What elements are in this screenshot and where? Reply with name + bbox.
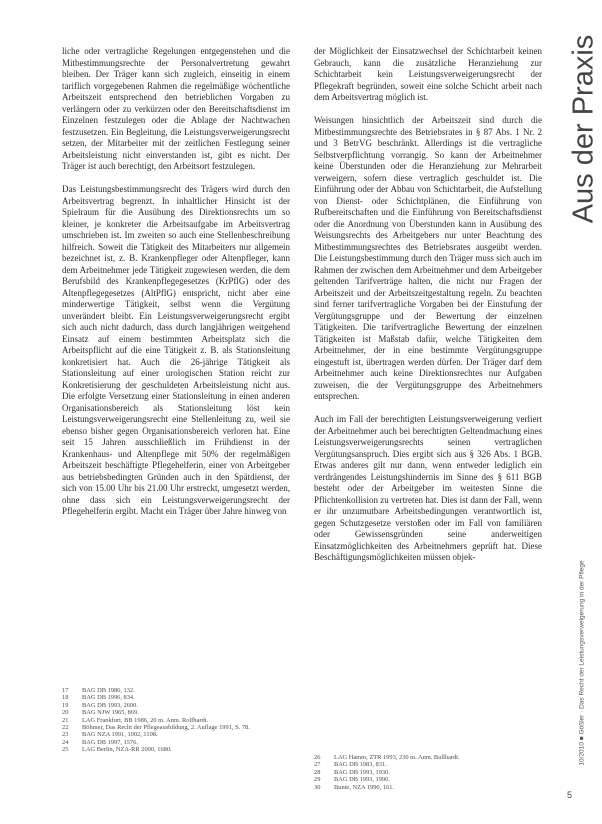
footnote-text: BAG DB 1993, 2600. [82, 701, 138, 709]
footnote-text: BAG DB 1993, 1990. [334, 776, 390, 784]
journal-meta [574, 540, 590, 785]
footnote-number: 19 [62, 701, 69, 709]
footnote-text: Böhmer, Das Recht der Pflegeausbildung, 2. Auflage 1991, S. 78. [82, 724, 250, 732]
footnote-number: 18 [62, 694, 69, 702]
paragraph: Das Leistungsbestimmungsrecht des Trägers wird durch den Arbeitsvertrag begrenzt. In inhaltlicher Hinsicht ist der Spielraum für die Ausübung des Direktionsrechts um so kleiner, je konkreter die Arbeitsaufgabe im Arbeitsvertrag umschrieben ist. Im zweiten so auch eine Stellenbeschreibung hilfreich. Soweit die Tätigkeit des Mitarbeiters nur allgemein bezeichnet ist, z. B. Krankenpfleger oder Altenpfleger, kann dem Arbeitnehmer jede Tätigkeit zugewiesen werden, die dem Berufsbild des Krankenpflegegesetzes (KrPflG) oder des Altenpflegegesetzes (AltPflG) entspricht, nicht aber eine minderwertige Tätigkeit, selbst wenn die Vergütung unverändert bleibt. Ein Leistungsverweigerungsrecht ergibt sich auch nicht dadurch, dass durch langjährigen weitgehend Einsatz auf einem bestimmten Arbeitsplatz sich die Arbeitspflicht auf die eine Tätigkeit z. B. als Stationsleitung konkretisiert hat. Auch die 26-jährige Tätigkeit als Stationsleitung auf einer urologischen Station reicht zur Konkretisierung der geschuldeten Arbeitsleistung nicht aus. Die erfolgte Versetzung einer Stationsleitung in einen anderen Organisationsbereich als Stationsleitung löst kein Leistungsverweigerungsrecht eine Stellenleitung zu, weil sie ebenso bisher gegen Organisationsbereich verloren hat. Eine seit 15 Jahren ausschließlich im Frühdienst in der Krankenhaus- und Altenpflege mit 50% der regelmäßigen Arbeitszeit beschäftigte Pflegehelferin, einer von Arbeitgeber aus betriebsbedingten Gründen auch in den Spätdienst, der sich von 15.00 Uhr bis 21.00 Uhr erstreckt, umgesetzt werden, ohne dass sich ein Leistungsverweigerungsrecht der Pflegehelferin ergibt. Macht ein Träger über Jahre hinweg von [62, 184, 290, 516]
page-number: 5 [567, 790, 573, 800]
footnotes-right [314, 754, 546, 791]
footnote-number: 26 [314, 754, 321, 761]
footnote [62, 694, 294, 701]
footnote [62, 739, 294, 746]
footnote [62, 709, 294, 716]
footnote [314, 776, 546, 783]
paragraph: Weisungen hinsichtlich der Arbeitszeit sind durch die Mitbestimmungsrechte des Betriebsrates in § 87 Abs. 1 Nr. 2 und 3 BetrVG beschränkt. Allerdings ist die vertragliche Selbstverpflichtung vorrangig. So kann der Arbeitnehmer keine Überstunden oder die Heranziehung zur Mehrarbeit verweigern, sofern diese vertraglich geschuldet ist. Die Einführung oder der Abbau von Schichtarbeit, die Aufstellung von Dienst- oder Schichtplänen, die Einführung von Rufbereitschaften und die Einführung von Bereitschaftsdienst oder die Anordnung von Überstunden kann in Ausübung des Weisungsrechts des Arbeitgebers nur unter Beachtung des Mitbestimmungsrechtes des Betriebsrates ausgeübt werden. Die Leistungsbestimmung durch den Träger muss sich auch im Rahmen der zwischen dem Arbeitnehmer und dem Arbeitgeber geltenden Tarifverträge halten, die nicht nur Fragen der Arbeitszeit und der Arbeitszeitgestaltung regeln. Zu beachten sind ferner tarifvertragliche Vorgaben bei der Einstufung der Vergütungsgruppe und der Bewertung der einzelnen Tätigkeiten. Die tarifvertragliche Bewertung der einzelnen Tätigkeiten ist Maßstab dafür, welche Tätigkeiten dem Arbeitnehmer, der in eine bestimmte Vergütungsgruppe eingestuft ist, übertragen werden dürfen. Der Träger darf dem Arbeitnehmer auch keine Direktionsrechtes nur Aufgaben zuweisen, die der Vergütungsgruppe des Arbeitnehmers entsprechen. [314, 115, 542, 401]
footnote [62, 717, 294, 724]
footnote-text: BAG DB 1996, 834. [82, 694, 135, 702]
footnote-number: 29 [314, 776, 321, 784]
footnote [314, 761, 546, 768]
footnote-text: LAG Hamm, ZTR 1993, 230 m. Anm. Bullhardt. [334, 754, 460, 761]
footnote-text: BAG DB 1993, 1930. [334, 768, 390, 776]
footnote-text: BAG DB 1983, 831. [334, 761, 387, 769]
journal-meta-text: 10/2010 ■ Gößler · Das Recht der Leistungsverweigerung in der Pflege [578, 559, 586, 766]
section-title-text: Aus der Praxis [567, 34, 600, 224]
footnote-number: 27 [314, 761, 321, 769]
footnote [62, 702, 294, 709]
footnote-text: Bunte, NZA 1990, 161. [334, 783, 394, 791]
footnote [314, 769, 546, 776]
footnote-number: 22 [62, 724, 69, 732]
footnote-number: 24 [62, 738, 69, 746]
footnote [314, 784, 546, 791]
footnote-text: BAG DB 1986, 132. [82, 687, 135, 694]
footnote-number: 25 [62, 746, 69, 754]
footnote [314, 754, 546, 761]
footnote [62, 731, 294, 738]
footnote-number: 30 [314, 783, 321, 791]
footnote-text: BAG DB 1997, 1576. [82, 738, 138, 746]
paragraph: der Möglichkeit der Einsatzwechsel der Schichtarbeit keinen Gebrauch, kann die zusätzliche Heranziehung zur Schichtarbeit kein Leistungsverweigerungsrecht der Pflegekraft begründen, soweit eine solche Schicht arbeit nach dem Arbeitsvertrag möglich ist. [314, 46, 542, 102]
footnotes-left [62, 687, 294, 754]
footnote [62, 724, 294, 731]
footnote-number: 21 [62, 716, 69, 724]
paragraph: Auch im Fall der berechtigten Leistungsverweigerung verliert der Arbeitnehmer auch bei berechtigten Geltendmachung eines Leistungsverweigerungsrechts seinen vertraglichen Vergütungsanspruch. Dies ergibt sich aus § 326 Abs. 1 BGB. Etwas anderes gilt nur dann, wenn entweder lediglich ein verdrängendes Leistungshindernis im Sinne des § 611 BGB besteht oder der Arbeitgeber im weitesten Sinne die Pflichtenkollision zu vertreten hat. Dies ist dann der Fall, wenn er ihr unzumutbare Arbeitsbedingungen verantwortlich ist, gegen Schutzgesetze verstoßen oder im Fall von familiären oder Gewissensgründen seine anderweitigen Einsatzmöglichkeiten des Arbeitnehmers geprüft hat. Diese Beschäftigungsmöglichkeiten müssen objek- [314, 414, 542, 562]
footnote-text: BAG NJW 1965, 869. [82, 709, 139, 717]
footnote-text: BAG NZA 1991, 1002, 1108. [82, 731, 158, 739]
paragraph: liche oder vertragliche Regelungen entgegenstehen und die Mitbestimmungsrechte der Personalvertretung gewahrt bleiben. Der Träger kann sich zugleich, einseitig in einem tariflich vorgegebenen Rahmen die regelmäßige wöchentliche Arbeitszeit entsprechend den betrieblichen Vorgaben zu verlängern oder zu verkürzen oder den Bereitschaftsdienst im Einzelnen festzulegen oder die Ablage der Nachtwachen festzusetzen. Ein Begleitung, die Leistungsverweigerungsrecht setzen, der Mitarbeiter mit der zeitlichen Festlegung seiner Arbeitsleistung nicht einverstanden ist, gibt es nicht. Der Träger ist auch berechtigt, den Arbeitsort festzulegen. [62, 46, 290, 171]
left-text-column [62, 46, 290, 529]
footnote-number: 28 [314, 768, 321, 776]
footnote-number: 23 [62, 731, 69, 739]
footnote-text: LAG Frankfurt, BB 1986, 20 m. Anm. Rolfhardt. [82, 716, 209, 724]
section-title [569, 34, 599, 224]
footnote [62, 687, 294, 694]
right-text-column [314, 46, 542, 575]
footnote-number: 17 [62, 687, 69, 694]
footnote [62, 746, 294, 753]
footnote-text: LAG Berlin, NZA-RR 2000, 1680. [82, 746, 172, 754]
footnote-number: 20 [62, 709, 69, 717]
